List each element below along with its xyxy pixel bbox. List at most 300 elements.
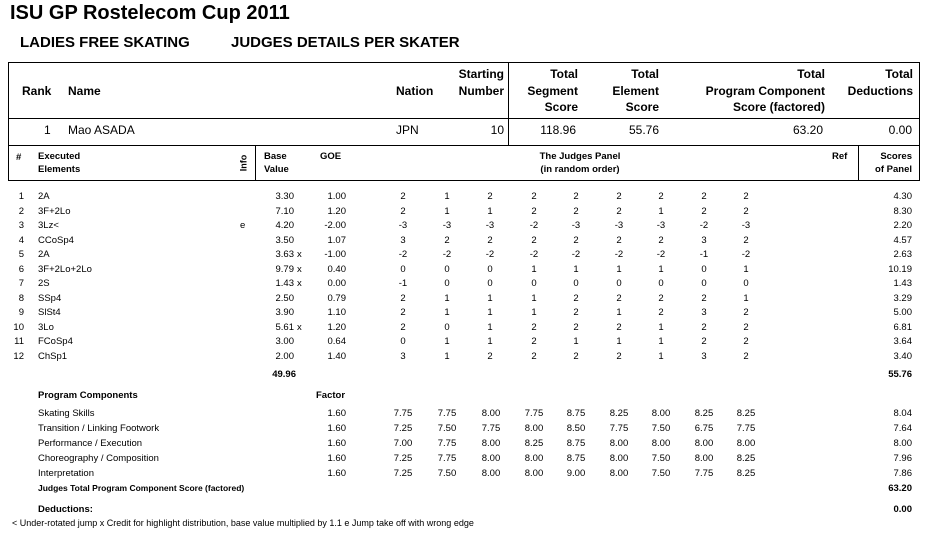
element-number: 9: [18, 307, 24, 318]
judge-mark: 2: [573, 292, 579, 304]
judge-mark: 0: [444, 321, 450, 333]
judge-mark: 2: [743, 350, 749, 362]
pc-total-label: Judges Total Program Component Score (factored): [38, 483, 245, 493]
nation-header: Nation: [396, 84, 434, 98]
element-panel-score: 6.81: [893, 321, 912, 333]
element-number: 11: [14, 336, 24, 347]
judge-mark: -2: [656, 249, 666, 260]
header-line: Scores: [880, 151, 912, 162]
element-row: [0, 307, 928, 322]
elements-header-box: [8, 146, 920, 181]
judge-mark: 2: [573, 205, 579, 217]
element-number: 4: [18, 234, 24, 246]
element-panel-score: 2.63: [893, 249, 912, 260]
component-name: Performance / Execution: [38, 438, 143, 449]
element-base-value: 3.00: [275, 336, 294, 347]
judge-component-mark: 7.75: [736, 423, 756, 434]
judge-mark: 3: [400, 350, 406, 362]
judge-mark: 0: [743, 278, 749, 289]
component-row: [0, 408, 928, 423]
element-row: [0, 249, 928, 264]
judge-mark: 1: [444, 307, 450, 318]
judge-component-mark: 7.25: [393, 453, 413, 464]
judge-mark: 2: [658, 234, 664, 246]
element-x-marker: x: [297, 278, 302, 289]
judge-component-mark: 7.75: [393, 408, 413, 419]
judge-mark: -3: [571, 220, 581, 231]
judge-component-mark: 8.25: [736, 468, 756, 479]
judge-component-mark: 7.50: [651, 468, 671, 479]
element-base-value: 4.20: [275, 220, 294, 231]
judge-mark: 2: [616, 292, 622, 304]
header-line: Number: [458, 83, 504, 98]
header-line: Starting: [458, 67, 504, 81]
judge-mark: -3: [741, 220, 751, 231]
header-line: Total: [885, 67, 913, 81]
summary-vertical-divider: [508, 62, 509, 146]
judge-mark: 2: [616, 205, 622, 217]
judge-mark: 1: [573, 336, 579, 347]
judge-mark: -3: [398, 220, 408, 231]
element-row: [0, 206, 928, 221]
judge-component-mark: 8.00: [651, 408, 671, 419]
header-line: The Judges Panel: [539, 151, 621, 162]
element-code: 2S: [38, 278, 50, 289]
base-value-header: [264, 150, 289, 176]
judge-mark: -2: [398, 249, 408, 260]
judge-mark: 2: [531, 191, 537, 202]
report-title: JUDGES DETAILS PER SKATER: [231, 34, 460, 51]
element-goe: -1.00: [324, 249, 346, 260]
judge-component-mark: 7.75: [437, 438, 457, 449]
element-code: 3Lo: [38, 321, 54, 333]
judge-mark: 2: [400, 321, 406, 333]
component-row: [0, 423, 928, 438]
judge-component-mark: 8.00: [609, 438, 629, 449]
component-factor: 1.60: [327, 408, 346, 419]
goe-header: GOE: [320, 151, 342, 162]
judge-mark: 1: [658, 350, 664, 362]
element-code: 3F+2Lo: [38, 205, 71, 217]
element-row: [0, 293, 928, 308]
judge-mark: 1: [487, 292, 493, 304]
judge-mark: 2: [487, 350, 493, 362]
element-x-marker: x: [297, 249, 302, 260]
judge-mark: -1: [699, 249, 709, 260]
judge-mark: 0: [400, 336, 406, 347]
element-code: ChSp1: [38, 350, 68, 362]
judge-component-mark: 7.25: [393, 468, 413, 479]
judge-mark: -1: [398, 278, 408, 289]
skater-rank: 1: [44, 123, 51, 137]
element-base-value: 3.30: [275, 191, 294, 202]
component-panel-score: 7.64: [893, 423, 912, 434]
component-panel-score: 7.96: [893, 453, 912, 464]
skater-element-score: 55.76: [628, 123, 659, 137]
element-goe: 0.40: [327, 263, 346, 275]
starting-number-header: [440, 66, 504, 99]
element-code: CCoSp4: [38, 234, 74, 246]
element-panel-score: 2.20: [893, 220, 912, 231]
judge-mark: -2: [529, 249, 539, 260]
judges-panel-header: [520, 150, 640, 176]
judge-component-mark: 8.00: [481, 468, 501, 479]
skater-start-number: 10: [490, 123, 504, 137]
judge-component-mark: 7.50: [437, 423, 457, 434]
num-header: #: [16, 152, 22, 163]
judge-component-mark: 8.00: [481, 438, 501, 449]
element-goe: 0.79: [327, 292, 346, 304]
judge-mark: 1: [487, 321, 493, 333]
component-row: [0, 468, 928, 483]
judge-mark: 2: [658, 307, 664, 318]
header-line: Total: [550, 67, 578, 81]
element-panel-score: 4.57: [893, 234, 912, 246]
judge-mark: 1: [743, 292, 749, 304]
judge-mark: 2: [400, 205, 406, 217]
judge-mark: 3: [701, 307, 707, 318]
judge-mark: 0: [701, 278, 707, 289]
judge-mark: 2: [743, 321, 749, 333]
element-base-value: 2.50: [275, 292, 294, 304]
component-name: Interpretation: [38, 468, 94, 479]
legend: < Under-rotated jump x Credit for highlight distribution, base value multiplied by 1.1 e Jump take off with wrong edge: [12, 518, 474, 528]
header-line: Deductions: [847, 83, 913, 98]
judge-mark: 1: [743, 263, 749, 275]
judge-mark: 2: [400, 191, 406, 202]
component-factor: 1.60: [327, 468, 346, 479]
factor-header: Factor: [316, 390, 346, 401]
header-line: Score: [625, 100, 659, 114]
judge-component-mark: 8.00: [736, 438, 756, 449]
page-title: ISU GP Rostelecom Cup 2011: [10, 2, 290, 24]
component-row: [0, 453, 928, 468]
judge-component-mark: 8.00: [481, 408, 501, 419]
judge-mark: 1: [487, 307, 493, 318]
judge-mark: 1: [616, 263, 622, 275]
element-info: e: [240, 220, 246, 231]
judge-mark: 2: [573, 191, 579, 202]
judge-component-mark: 8.00: [609, 453, 629, 464]
column-divider: [858, 146, 859, 181]
judge-component-mark: 8.75: [566, 453, 586, 464]
judge-mark: 1: [487, 205, 493, 217]
element-base-value: 9.79: [275, 263, 294, 275]
element-goe: 1.00: [327, 191, 346, 202]
judge-component-mark: 8.25: [524, 438, 544, 449]
judge-mark: 2: [531, 205, 537, 217]
judge-component-mark: 8.00: [524, 423, 544, 434]
component-factor: 1.60: [327, 453, 346, 464]
header-line: Element: [612, 83, 659, 98]
judge-mark: 2: [400, 292, 406, 304]
judge-mark: -2: [571, 249, 581, 260]
element-base-value: 3.50: [275, 234, 294, 246]
judge-mark: 2: [658, 191, 664, 202]
element-number: 2: [18, 205, 24, 217]
judge-mark: 3: [701, 234, 707, 246]
judge-mark: 1: [658, 263, 664, 275]
header-line: (in random order): [540, 164, 620, 175]
judge-mark: -2: [442, 249, 452, 260]
judge-mark: 2: [531, 234, 537, 246]
judge-component-mark: 8.00: [524, 468, 544, 479]
element-goe: -2.00: [324, 220, 346, 231]
element-number: 8: [18, 292, 24, 304]
judge-component-mark: 6.75: [694, 423, 714, 434]
header-line: Total: [797, 67, 825, 81]
element-code: FCoSp4: [38, 336, 73, 347]
element-goe: 0.00: [327, 278, 346, 289]
judge-mark: 2: [743, 205, 749, 217]
judge-mark: 2: [743, 191, 749, 202]
judge-mark: 2: [616, 191, 622, 202]
info-header: [237, 152, 255, 176]
element-panel-score: 3.64: [893, 336, 912, 347]
judge-component-mark: 7.75: [694, 468, 714, 479]
component-row: [0, 438, 928, 453]
element-code: 3F+2Lo+2Lo: [38, 263, 92, 275]
skater-component-score: 63.20: [792, 123, 823, 137]
judge-component-mark: 8.00: [609, 468, 629, 479]
judge-mark: 1: [573, 263, 579, 275]
judge-mark: 0: [444, 278, 450, 289]
name-header: Name: [68, 84, 101, 98]
skater-deductions: 0.00: [888, 123, 912, 137]
element-code: SlSt4: [38, 307, 61, 318]
element-base-value: 3.63: [275, 249, 294, 260]
judge-component-mark: 7.75: [524, 408, 544, 419]
judge-mark: 2: [616, 234, 622, 246]
element-code: 2A: [38, 191, 50, 202]
judge-mark: 2: [701, 336, 707, 347]
judge-mark: 0: [701, 263, 707, 275]
component-panel-score: 8.00: [893, 438, 912, 449]
deductions-header: [840, 66, 913, 99]
segment-score-header: [512, 66, 578, 116]
scores-of-panel-header: [862, 150, 912, 176]
judge-mark: 3: [400, 234, 406, 246]
element-score-header: [590, 66, 659, 116]
element-panel-score: 5.00: [893, 307, 912, 318]
judge-mark: 2: [400, 307, 406, 318]
skater-name: Mao ASADA: [68, 123, 135, 137]
element-number: 3: [18, 220, 24, 231]
judge-mark: 3: [701, 350, 707, 362]
judge-mark: 2: [701, 321, 707, 333]
column-divider: [255, 146, 256, 181]
judge-mark: 1: [658, 336, 664, 347]
element-panel-score: 3.29: [893, 292, 912, 304]
element-code: 2A: [38, 249, 50, 260]
skater-nation: JPN: [396, 123, 419, 137]
judge-component-mark: 7.50: [651, 453, 671, 464]
judge-mark: 0: [487, 278, 493, 289]
judge-mark: -3: [614, 220, 624, 231]
judge-component-mark: 7.25: [393, 423, 413, 434]
element-panel-score: 1.43: [893, 278, 912, 289]
judge-component-mark: 8.00: [651, 438, 671, 449]
judge-mark: 2: [487, 191, 493, 202]
judge-mark: 2: [658, 292, 664, 304]
judge-component-mark: 8.75: [566, 438, 586, 449]
judge-mark: -2: [614, 249, 624, 260]
header-line: Executed: [38, 151, 81, 162]
judge-mark: 1: [444, 191, 450, 202]
element-goe: 0.64: [327, 336, 346, 347]
judge-mark: 0: [573, 278, 579, 289]
component-name: Transition / Linking Footwork: [38, 423, 160, 434]
element-panel-score: 3.40: [893, 350, 912, 362]
element-row: [0, 322, 928, 337]
judge-component-mark: 7.50: [437, 468, 457, 479]
pc-total: 63.20: [888, 483, 912, 494]
component-name: Skating Skills: [38, 408, 95, 419]
element-base-value: 2.00: [275, 350, 294, 362]
deductions-label: Deductions:: [38, 504, 93, 515]
component-score-header: [680, 66, 825, 116]
header-line: Value: [264, 164, 289, 175]
judge-mark: 2: [573, 307, 579, 318]
judge-mark: -3: [656, 220, 666, 231]
judge-mark: -2: [485, 249, 495, 260]
header-line: Score: [544, 100, 578, 114]
header-line: Segment: [527, 83, 578, 98]
summary-divider: [8, 118, 920, 119]
element-row: [0, 235, 928, 250]
judge-mark: 2: [743, 234, 749, 246]
element-number: 5: [18, 249, 24, 260]
element-number: 7: [18, 278, 24, 289]
skater-segment-score: 118.96: [540, 123, 576, 137]
element-base-value: 3.90: [275, 307, 294, 318]
judge-mark: -3: [442, 220, 452, 231]
judge-component-mark: 8.25: [736, 408, 756, 419]
judge-mark: 2: [743, 307, 749, 318]
judge-component-mark: 8.00: [481, 453, 501, 464]
judge-component-mark: 8.50: [566, 423, 586, 434]
judge-mark: 2: [531, 336, 537, 347]
info-header-text: Info: [238, 154, 249, 172]
judge-mark: 1: [658, 205, 664, 217]
judge-mark: 2: [573, 234, 579, 246]
judge-component-mark: 8.00: [524, 453, 544, 464]
rank-header: Rank: [22, 84, 52, 98]
judge-component-mark: 9.00: [566, 468, 586, 479]
judge-mark: 1: [444, 336, 450, 347]
judge-mark: 2: [531, 321, 537, 333]
judge-component-mark: 7.00: [393, 438, 413, 449]
judge-mark: 2: [616, 321, 622, 333]
judge-mark: 2: [444, 234, 450, 246]
judge-component-mark: 7.50: [651, 423, 671, 434]
component-factor: 1.60: [327, 423, 346, 434]
element-row: [0, 278, 928, 293]
header-line: Total: [631, 67, 659, 81]
header-line: Elements: [38, 164, 81, 175]
element-x-marker: x: [297, 263, 302, 275]
header-line: Program Component: [705, 83, 825, 98]
judge-mark: 1: [616, 307, 622, 318]
judge-component-mark: 8.75: [566, 408, 586, 419]
judge-mark: 1: [616, 336, 622, 347]
elements-score-total: 55.76: [888, 369, 912, 380]
judge-component-mark: 7.75: [437, 453, 457, 464]
header-line: Base: [264, 151, 287, 162]
element-row: [0, 336, 928, 351]
judge-mark: 1: [658, 321, 664, 333]
element-panel-score: 8.30: [893, 205, 912, 217]
judge-component-mark: 8.00: [694, 438, 714, 449]
judge-component-mark: 7.75: [609, 423, 629, 434]
element-goe: 1.40: [327, 350, 346, 362]
element-row: [0, 220, 928, 235]
base-value-total: 49.96: [272, 369, 296, 380]
judge-mark: 2: [616, 350, 622, 362]
element-base-value: 1.43: [275, 278, 294, 289]
judge-mark: 0: [444, 263, 450, 275]
judge-mark: 1: [531, 292, 537, 304]
component-panel-score: 7.86: [893, 468, 912, 479]
component-panel-score: 8.04: [893, 408, 912, 419]
element-row: [0, 351, 928, 366]
judge-mark: 1: [444, 350, 450, 362]
element-number: 6: [18, 263, 24, 275]
judge-mark: 0: [531, 278, 537, 289]
deductions-value: 0.00: [893, 504, 912, 515]
judge-mark: 1: [531, 263, 537, 275]
judge-mark: 1: [444, 205, 450, 217]
judge-component-mark: 8.25: [694, 408, 714, 419]
judge-mark: -2: [741, 249, 751, 260]
judge-mark: 1: [487, 336, 493, 347]
judge-mark: -2: [699, 220, 709, 231]
judge-mark: 0: [487, 263, 493, 275]
judge-mark: -3: [485, 220, 495, 231]
judge-mark: 2: [701, 191, 707, 202]
element-number: 10: [13, 321, 24, 333]
judge-mark: 2: [701, 292, 707, 304]
element-number: 12: [13, 350, 24, 362]
judge-mark: 2: [701, 205, 707, 217]
component-factor: 1.60: [327, 438, 346, 449]
judge-mark: 0: [658, 278, 664, 289]
judge-component-mark: 8.25: [609, 408, 629, 419]
element-code: SSp4: [38, 292, 62, 304]
element-panel-score: 10.19: [888, 263, 912, 275]
judge-component-mark: 8.00: [694, 453, 714, 464]
element-goe: 1.07: [327, 234, 346, 246]
judge-component-mark: 7.75: [481, 423, 501, 434]
header-line: Score (factored): [732, 100, 825, 114]
element-x-marker: x: [297, 321, 302, 333]
element-base-value: 7.10: [275, 205, 294, 217]
judge-mark: 2: [487, 234, 493, 246]
element-number: 1: [18, 191, 24, 202]
judge-mark: 2: [573, 350, 579, 362]
judge-mark: 2: [531, 350, 537, 362]
judge-mark: 2: [573, 321, 579, 333]
judge-mark: 0: [400, 263, 406, 275]
segment-title: LADIES FREE SKATING: [20, 34, 190, 51]
element-goe: 1.10: [327, 307, 346, 318]
element-goe: 1.20: [327, 205, 346, 217]
judge-mark: -2: [529, 220, 539, 231]
judge-mark: 0: [616, 278, 622, 289]
judge-component-mark: 7.75: [437, 408, 457, 419]
header-line: of Panel: [875, 164, 912, 175]
executed-elements-header: [38, 150, 80, 176]
